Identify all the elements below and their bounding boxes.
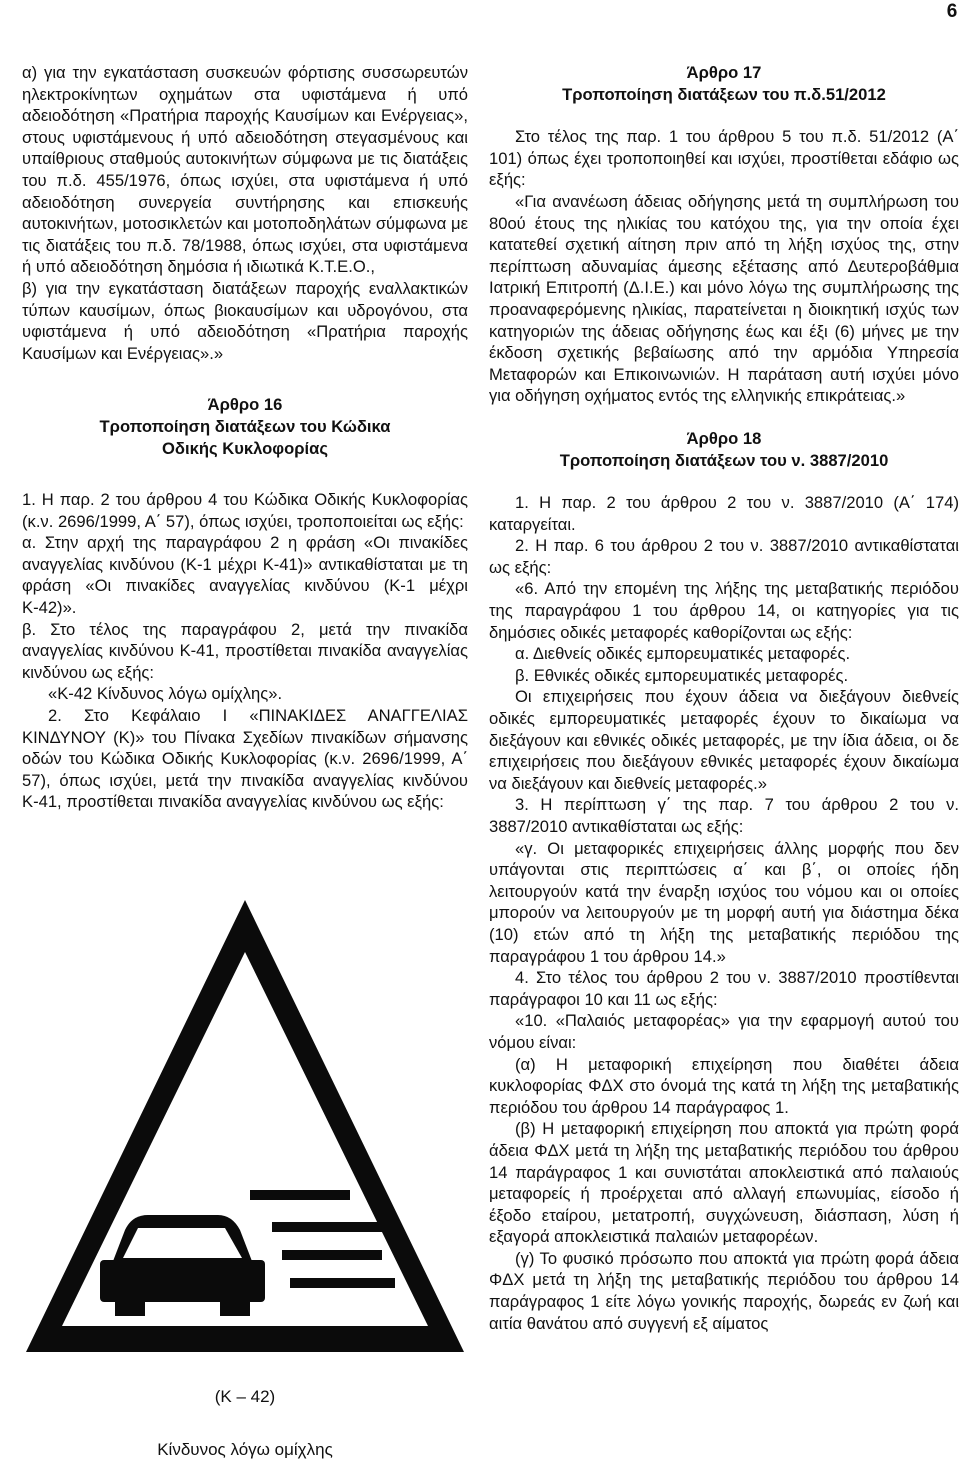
paragraph: β. Εθνικές οδικές εμπορευματικές μεταφορές. xyxy=(515,665,849,685)
article-17-subtitle: Τροποποίηση διατάξεων του π.δ.51/2012 xyxy=(562,84,886,104)
paragraph: «10. «Παλαιός μεταφορέας» για την εφαρμογή αυτού του νόμου είναι: xyxy=(489,1011,959,1052)
paragraph: (α) Η μεταφορική επιχείρηση που διαθέτει άδεια κυκλοφορίας ΦΔΧ στο όνομά της κατά τη λήξη της μεταβατικής περιόδου του άρθρου 14 παράγραφος 1. xyxy=(489,1054,959,1117)
paragraph: 1. Η παρ. 2 του άρθρου 2 του ν. 3887/2010 (Α΄ 174) καταργείται. xyxy=(489,493,959,534)
paragraph: α) για την εγκατάσταση συσκευών φόρτισης συσσωρευτών ηλεκτροκίνητων οχημάτων στα υφιστάμενα ή υπό αδειοδότηση «Πρατήρια παροχής Καυσίμων και Ενέργειας», στους υφιστάμενους ή υπό αδειοδότηση στεγασμένους και υπαίθριους σταθμούς αυτοκινήτων σύμφωνα με τις διατάξεις του π.δ. 455/1976, όπως ισχύει, στα υφιστάμενα ή υπό αδειοδότηση συνεργεία συντήρησης και επισκευής αυτοκινήτων, μοτοσικλετών και μοτοποδηλάτων σύμφωνα με τις διατάξεις του π.δ. 78/1988, όπως ισχύει, στα υφιστάμενα ή υπό αδειοδότηση δημόσια ή ιδιωτικά Κ.Τ.Ε.Ο., xyxy=(22,63,468,277)
sign-code: (Κ – 42) xyxy=(214,1387,276,1406)
article-16-title: Άρθρο 16 xyxy=(207,395,283,415)
sign-caption: Κίνδυνος λόγω ομίχλης xyxy=(157,1440,333,1459)
article-16-subtitle-line1: Τροποποίηση διατάξεων του Κώδικα xyxy=(99,416,391,436)
article-16-subtitle-line2: Οδικής Κυκλοφορίας xyxy=(162,438,328,458)
paragraph: «Για ανανέωση άδειας οδήγησης μετά τη συμπλήρωση του 80ού έτους της ηλικίας του κατόχου της, για την οποία έχει κατατεθεί σχετική αίτηση πριν από τη λήξη ισχύος της, στην περίπτωση αδυναμίας άμεσης εξέτασης από Δευτεροβάθμια Ιατρική Επιτροπή (Δ.Ι.Ε.) και μόνο λόγω της συμπλήρωσης της προαναφερόμενης ηλικίας, παρατείνεται η διοικητική ισχύς των κατηγοριών της άδειας οδήγησης έως και έξι (6) μήνες με την έκδοση σχετικής βεβαίωσης από την αρμόδια Υπηρεσία Μεταφορών και Επικοινωνιών. Η παράταση αυτή ισχύει μόνο για οδήγηση οχήματος εντός της ελληνικής επικράτειας.» xyxy=(489,191,959,406)
left-column xyxy=(22,62,468,813)
article-18-title: Άρθρο 18 xyxy=(686,428,762,448)
paragraph: «Κ-42 Κίνδυνος λόγω ομίχλης». xyxy=(48,684,283,704)
paragraph: 2. Στο Κεφάλαιο Ι «ΠΙΝΑΚΙΔΕΣ ΑΝΑΓΓΕΛΙΑΣ ΚΙΝΔΥΝΟΥ (Κ)» του Πίνακα Σχεδίων πινακίδων σήμανσης οδών του Κώδικα Οδικής Κυκλοφορίας (κ.ν. 2696/1999, Α΄ 57), όπως ισχύει, μετά την πινακίδα αναγγελίας κινδύνου Κ-41, προστίθεται πινακίδα αναγγελίας κινδύνου ως εξής: xyxy=(22,706,468,812)
article-18-subtitle: Τροποποίηση διατάξεων του ν. 3887/2010 xyxy=(559,450,889,470)
fog-warning-sign-icon xyxy=(20,890,470,1360)
paragraph: Οι επιχειρήσεις που έχουν άδεια να διεξάγουν διεθνείς οδικές εμπορευματικές μεταφορές έχουν το δικαίωμα να διεξάγουν και εθνικές οδικές μεταφορές, με την ίδια άδεια, οι δε επιχειρήσεις που διεξάγουν εθνικές μεταφορές έχουν δικαίωμα να διεξάγουν και διεθνείς μεταφορές.» xyxy=(489,687,959,793)
paragraph: «γ. Οι μεταφορικές επιχειρήσεις άλλης μορφής που δεν υπάγονται στις περιπτώσεις α΄ και β΄, οι οποίες ήδη λειτουργούν κατά την έναρξη ισχύος του νόμου και οι οποίες μπορούν να λειτουργούν με τη μορφή αυτή για διάστημα δέκα (10) ετών από τη λήξη της μεταβατικής περιόδου της παραγράφου 1 του άρθρου 14.» xyxy=(489,838,959,966)
fog-warning-sign xyxy=(20,890,470,1360)
page-number: 6 xyxy=(946,1,958,22)
article-17-title: Άρθρο 17 xyxy=(686,63,762,82)
paragraph: 2. Η παρ. 6 του άρθρου 2 του ν. 3887/2010 αντικαθίσταται ως εξής: xyxy=(489,536,959,577)
paragraph: «6. Από την επομένη της λήξης της μεταβατικής περιόδου της παραγράφου 1 του άρθρου 14, οι κατηγορίες για τις δημόσιες οδικές μεταφορές καθορίζονται ως εξής: xyxy=(489,579,959,642)
paragraph: β. Στο τέλος της παραγράφου 2, μετά την πινακίδα αναγγελίας κινδύνου Κ-41, προστίθεται πινακίδα αναγγελίας κινδύνου ως εξής: xyxy=(22,619,468,682)
right-column xyxy=(489,62,959,1334)
paragraph: 3. Η περίπτωση γ΄ της παρ. 7 του άρθρου 2 του ν. 3887/2010 αντικαθίσταται ως εξής: xyxy=(489,795,959,836)
paragraph: Στο τέλος της παρ. 1 του άρθρου 5 του π.δ. 51/2012 (Α΄ 101) όπως έχει τροποποιηθεί και ισχύει, προστίθεται εδάφιο ως εξής: xyxy=(489,127,959,190)
paragraph: α. Διεθνείς οδικές εμπορευματικές μεταφορές. xyxy=(515,644,851,664)
paragraph: (γ) Το φυσικό πρόσωπο που αποκτά για πρώτη φορά άδεια ΦΔΧ μετά τη λήξη της μεταβατικής περιόδου του άρθρου 14 παράγραφος 1 είτε λόγω γονικής παροχής, δωρεάς εν ζωή και αιτία θανάτου από συγγενή εξ αίματος xyxy=(489,1248,959,1333)
paragraph: 1. Η παρ. 2 του άρθρου 4 του Κώδικα Οδικής Κυκλοφορίας (κ.ν. 2696/1999, Α΄ 57), όπως ισχύει, τροποποιείται ως εξής: xyxy=(22,490,468,531)
paragraph: (β) Η μεταφορική επιχείρηση που αποκτά για πρώτη φορά άδεια ΦΔΧ μετά τη λήξη της μεταβατικής περιόδου του άρθρου 14 παράγραφος 1 και συνιστάται αποκλειστικά από παλαιούς μεταφορείς ή προέρχεται από αλλαγή επωνυμίας, είσοδο ή έξοδο εταίρου, μετατροπή, συγχώνευση, διάσπαση, λύση ή εξαγορά αποκλειστικά παλαιών μεταφορέων. xyxy=(489,1119,959,1247)
paragraph: α. Στην αρχή της παραγράφου 2 η φράση «Οι πινακίδες αναγγελίας κινδύνου (Κ-1 μέχρι Κ-41)» αντικαθίσταται με τη φράση «Οι πινακίδες αναγγελίας κινδύνου (Κ-1 μέχρι Κ-42)». xyxy=(22,533,468,618)
paragraph: β) για την εγκατάσταση διατάξεων παροχής εναλλακτικών τύπων καυσίμων, όπως βιοκαυσίμων και υδρογόνου, στα υφιστάμενα ή υπό αδειοδότηση «Πρατήρια παροχής Καυσίμων και Ενέργειας».» xyxy=(22,278,468,363)
paragraph: 4. Στο τέλος του άρθρου 2 του ν. 3887/2010 προστίθενται παράγραφοι 10 και 11 ως εξής: xyxy=(489,968,959,1009)
